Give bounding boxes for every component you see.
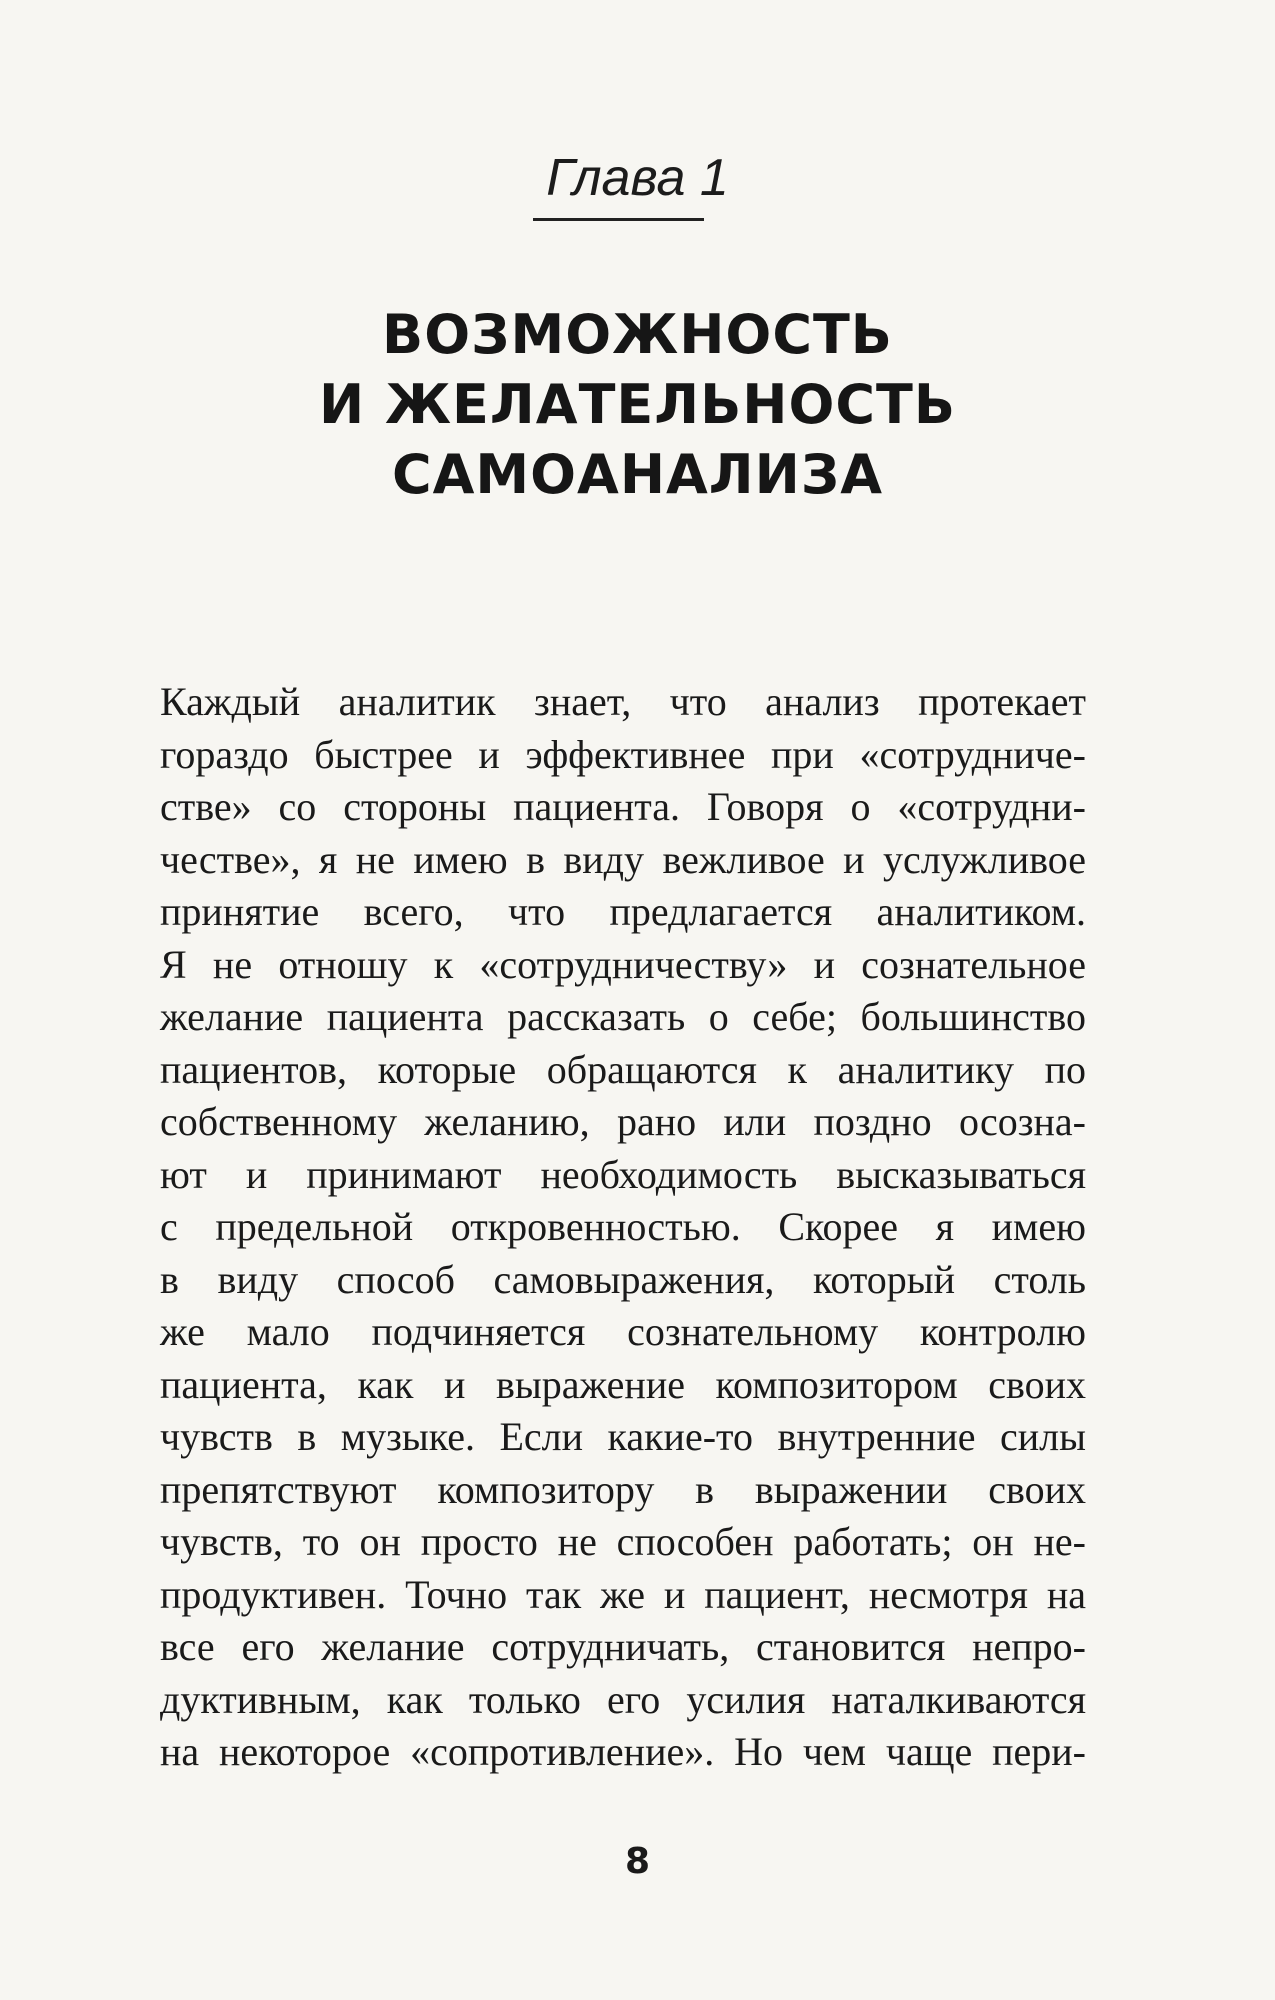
body-paragraph [160, 676, 1086, 1779]
text-line: дуктивным, как только его усилия наталкиваются [160, 1676, 1086, 1722]
text-line: продуктивен. Точно так же и пациент, несмотря на [160, 1571, 1086, 1617]
text-line: собственному желанию, рано или поздно осозна- [160, 1099, 1086, 1144]
text-line: пациента, как и выражение композитором своих [160, 1361, 1086, 1407]
text-line: стве» со стороны пациента. Говоря о «сотрудни- [160, 784, 1086, 829]
text-line: Я не отношу к «сотрудничеству» и сознательное [160, 941, 1086, 987]
text-line: в виду способ самовыражения, который столь [160, 1256, 1086, 1302]
text-line: честве», я не имею в виду вежливое и услужливое [160, 836, 1086, 882]
text-line: препятствуют композитору в выражении своих [160, 1466, 1086, 1512]
text-line: чувств, то он просто не способен работать; он не- [160, 1519, 1086, 1564]
chapter-title [0, 300, 1275, 510]
chapter-title-line: САМОАНАЛИЗА [391, 443, 884, 506]
chapter-title-line: ВОЗМОЖНОСТЬ [382, 303, 893, 366]
chapter-divider [533, 218, 704, 221]
page-number: 8 [624, 1841, 651, 1882]
text-line: на некоторое «сопротивление». Но чем чаще пери- [160, 1729, 1086, 1774]
text-line: же мало подчиняется сознательному контролю [160, 1309, 1086, 1354]
text-line: принятие всего, что предлагается аналитиком. [160, 889, 1086, 934]
text-line: пациентов, которые обращаются к аналитику по [160, 1046, 1086, 1092]
chapter-label: Глава 1 [546, 149, 729, 207]
text-line: все его желание сотрудничать, становится непро- [160, 1624, 1086, 1669]
text-line: гораздо быстрее и эффективнее при «сотрудниче- [160, 731, 1086, 777]
text-line: ют и принимают необходимость высказываться [160, 1151, 1086, 1197]
text-line: с предельной откровенностью. Скорее я имею [160, 1204, 1086, 1249]
text-line: Каждый аналитик знает, что анализ протекает [160, 679, 1086, 724]
text-line: желание пациента рассказать о себе; большинство [160, 994, 1086, 1039]
chapter-title-line: И ЖЕЛАТЕЛЬНОСТЬ [318, 373, 957, 436]
text-line: чувств в музыке. Если какие-то внутренние силы [160, 1414, 1086, 1459]
